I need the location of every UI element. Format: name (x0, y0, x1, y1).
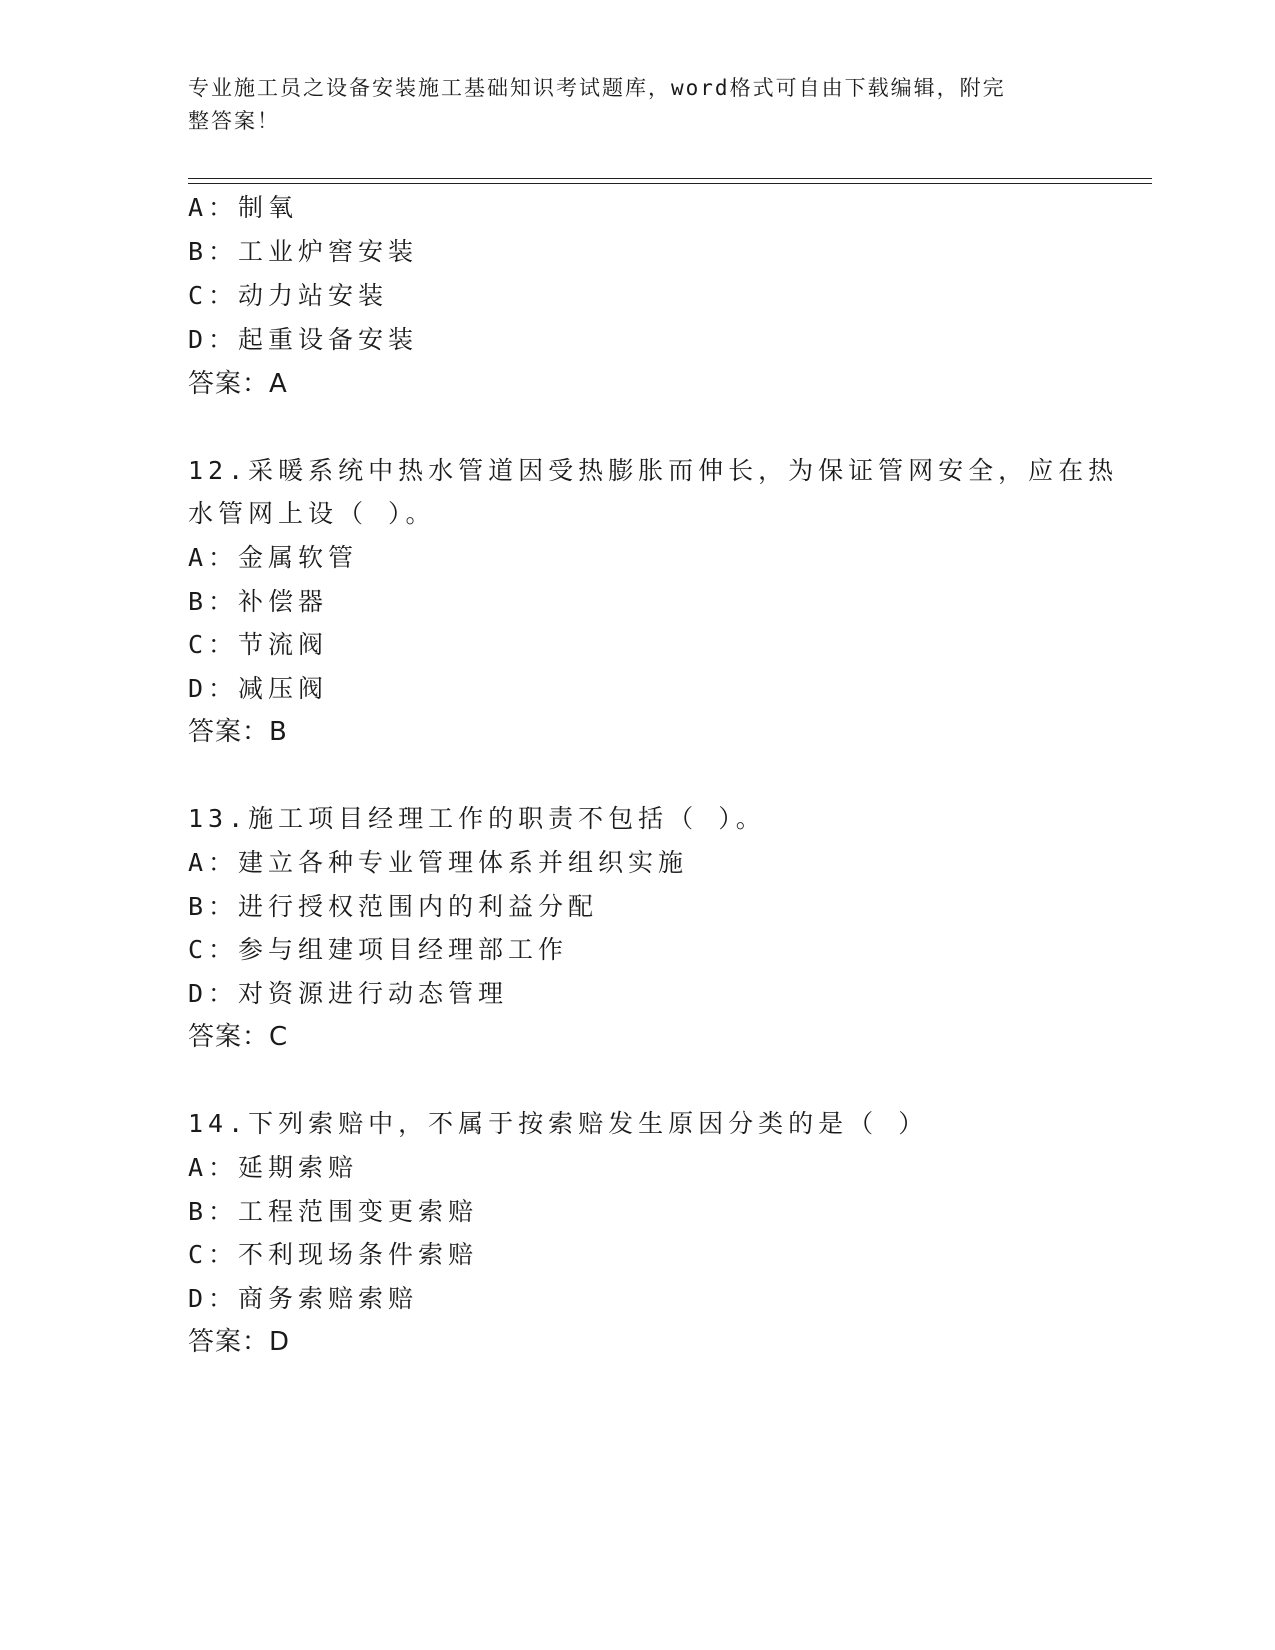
q12-option-c: C：节流阀 (188, 630, 329, 659)
q13-answer: 答案：C (188, 1022, 289, 1052)
header-line-1: 专业施工员之设备安装施工基础知识考试题库，word格式可自由下载编辑，附完 (188, 76, 1006, 100)
document-header (188, 72, 1068, 138)
q14-option-b: B：工程范围变更索赔 (188, 1197, 479, 1226)
q11-option-b: B：工业炉窖安装 (188, 237, 419, 266)
q12-option-d: D：减压阀 (188, 674, 329, 703)
q11-option-c: C：动力站安装 (188, 281, 389, 310)
q13-option-b: B：进行授权范围内的利益分配 (188, 892, 599, 921)
q14-answer: 答案：D (188, 1327, 291, 1357)
q12-stem-line-1: 12.采暖系统中热水管道因受热膨胀而伸长，为保证管网安全，应在热 (188, 456, 1119, 485)
q14-stem-line-1: 14.下列索赔中，不属于按索赔发生原因分类的是（ ） (188, 1109, 929, 1138)
header-divider (188, 178, 1152, 184)
q14-option-a: A：延期索赔 (188, 1153, 359, 1182)
q14-option-c: C：不利现场条件索赔 (188, 1240, 479, 1269)
q13-option-a: A：建立各种专业管理体系并组织实施 (188, 848, 689, 877)
q11-option-a: A：制氧 (188, 193, 299, 222)
q11-answer: 答案：A (188, 369, 288, 399)
q13-option-d: D：对资源进行动态管理 (188, 979, 509, 1008)
q13-option-c: C：参与组建项目经理部工作 (188, 935, 569, 964)
header-line-2: 整答案！ (188, 109, 280, 133)
q11-option-d: D：起重设备安装 (188, 325, 419, 354)
q14-option-d: D：商务索赔索赔 (188, 1284, 419, 1313)
q13-stem-line-1: 13.施工项目经理工作的职责不包括（ ）。 (188, 804, 766, 833)
q12-option-b: B：补偿器 (188, 587, 329, 616)
q12-stem-line-2: 水管网上设（ ）。 (188, 499, 436, 528)
q12-answer: 答案：B (188, 717, 288, 747)
q12-option-a: A：金属软管 (188, 543, 359, 572)
